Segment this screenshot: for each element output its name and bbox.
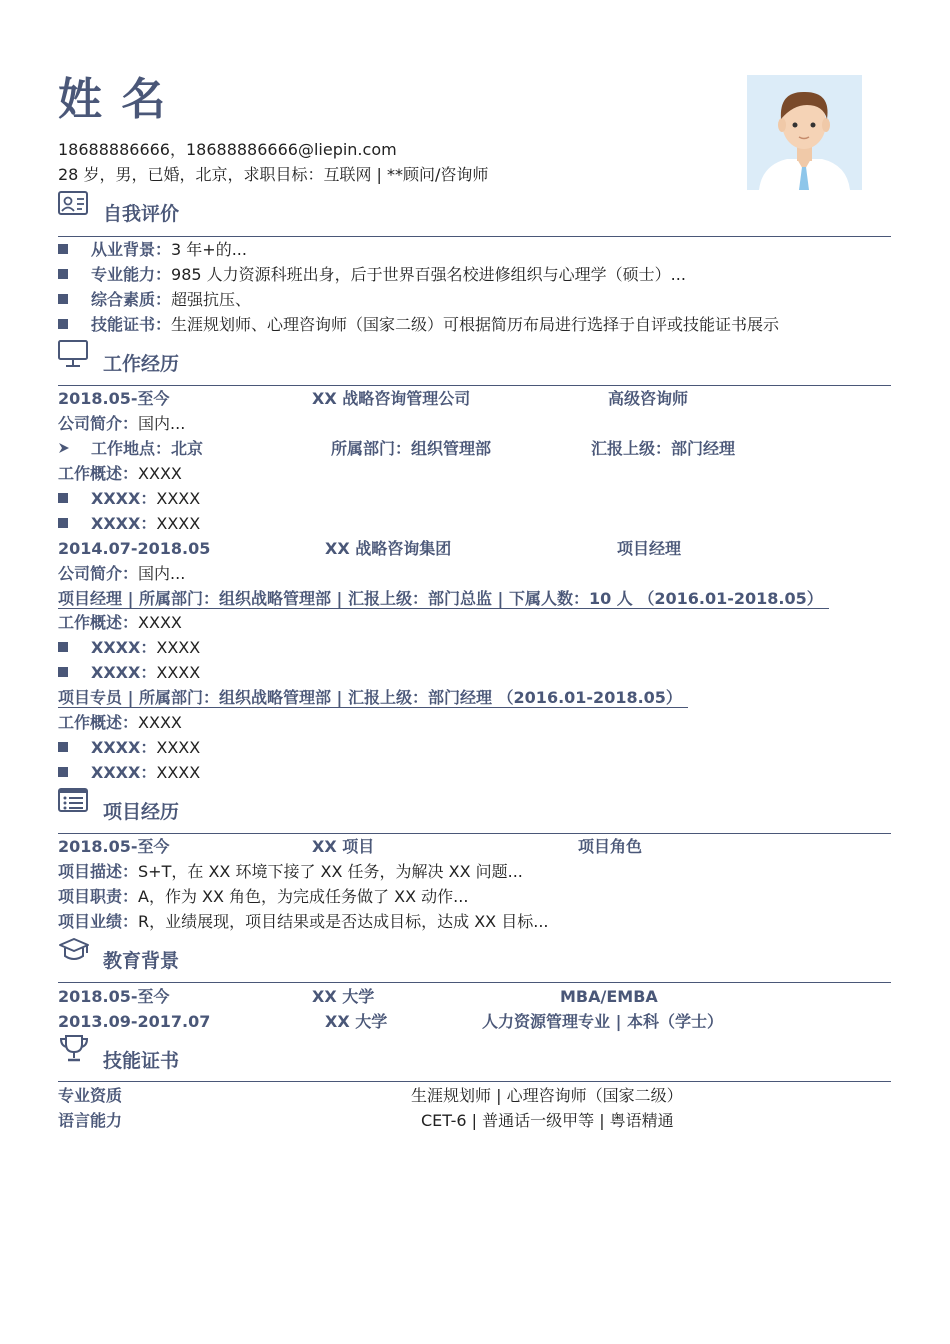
skill-label: 语言能力: [58, 1111, 123, 1130]
project-description: 项目描述：S+T，在 XX 环境下接了 XX 任务，为解决 XX 问题...: [58, 862, 523, 881]
section-title-education: 教育背景: [103, 950, 180, 972]
project-date: 2018.05-至今: [58, 837, 170, 856]
self-item: 从业背景：3 年+的...: [91, 240, 247, 259]
job-company: XX 战略咨询管理公司: [312, 389, 471, 408]
section-divider: [58, 833, 891, 834]
edu-degree: 人力资源管理专业 | 本科（学士）: [482, 1012, 723, 1031]
edu-school: XX 大学: [312, 987, 375, 1006]
candidate-name: 姓 名: [58, 74, 168, 125]
job-item: XXXX：XXXX: [91, 638, 201, 657]
bullet-icon: [58, 767, 68, 777]
job-summary: 工作概述：XXXX: [58, 713, 182, 732]
self-item: 专业能力：985 人力资源科班出身，后于世界百强名校进修组织与心理学（硕士）...: [91, 265, 686, 284]
job-report-to: 汇报上级：部门经理: [591, 439, 736, 458]
job-department: 所属部门：组织管理部: [331, 439, 492, 458]
company-intro: 公司简介：国内...: [58, 564, 186, 583]
section-divider: [58, 1081, 891, 1082]
job-location: 工作地点：北京: [91, 439, 204, 458]
project-result: 项目业绩：R，业绩展现，项目结果或是否达成目标，达成 XX 目标...: [58, 912, 549, 931]
section-divider: [58, 385, 891, 386]
edu-school: XX 大学: [325, 1012, 388, 1031]
skill-value: CET-6 | 普通话一级甲等 | 粤语精通: [421, 1111, 674, 1130]
contact-line: 18688886666，18688886666@liepin.com: [58, 140, 397, 159]
job-company: XX 战略咨询集团: [325, 539, 452, 558]
info-line: 28 岁，男，已婚，北京，求职目标：互联网 | **顾问/咨询师: [58, 165, 489, 184]
trophy-icon: [58, 1034, 90, 1064]
section-title-skills: 技能证书: [103, 1050, 180, 1072]
profile-card-icon: [58, 190, 90, 220]
project-role: 项目角色: [578, 837, 643, 856]
job-item: XXXX：XXXX: [91, 489, 201, 508]
skill-value: 生涯规划师 | 心理咨询师（国家二级）: [411, 1086, 683, 1105]
job-date: 2014.07-2018.05: [58, 539, 211, 558]
section-divider: [58, 982, 891, 983]
role-line: 项目专员 | 所属部门：组织战略管理部 | 汇报上级：部门经理 （2016.01-2018.05）: [58, 686, 688, 710]
self-item: 技能证书：生涯规划师、心理咨询师（国家二级）可根据简历布局进行选择于自评或技能证书展示: [91, 315, 780, 334]
job-title: 高级咨询师: [608, 389, 689, 408]
self-item: 综合素质：超强抗压、: [91, 290, 252, 309]
role-line: 项目经理 | 所属部门：组织战略管理部 | 汇报上级：部门总监 | 下属人数：10 人 （2016.01-2018.05）: [58, 587, 829, 611]
bullet-icon: [58, 269, 68, 279]
bullet-icon: [58, 493, 68, 503]
avatar-illustration: [747, 75, 862, 190]
bullet-icon: [58, 642, 68, 652]
bullet-icon: [58, 667, 68, 677]
project-duty: 项目职责：A，作为 XX 角色，为完成任务做了 XX 动作...: [58, 887, 469, 906]
job-item: XXXX：XXXX: [91, 763, 201, 782]
section-divider: [58, 236, 891, 237]
bullet-icon: [58, 294, 68, 304]
edu-date: 2018.05-至今: [58, 987, 170, 1006]
job-item: XXXX：XXXX: [91, 514, 201, 533]
project-name: XX 项目: [312, 837, 375, 856]
company-intro: 公司简介：国内...: [58, 414, 186, 433]
skill-label: 专业资质: [58, 1086, 123, 1105]
section-title-self: 自我评价: [103, 203, 180, 225]
section-title-work: 工作经历: [103, 353, 180, 375]
avatar: [747, 75, 862, 190]
job-item: XXXX：XXXX: [91, 663, 201, 682]
edu-date: 2013.09-2017.07: [58, 1012, 211, 1031]
job-summary: 工作概述：XXXX: [58, 613, 182, 632]
job-date: 2018.05-至今: [58, 389, 170, 408]
bullet-icon: [58, 518, 68, 528]
monitor-icon: [58, 339, 90, 369]
bullet-icon: [58, 319, 68, 329]
job-summary: 工作概述：XXXX: [58, 464, 182, 483]
job-title: 项目经理: [617, 539, 682, 558]
section-title-project: 项目经历: [103, 801, 180, 823]
list-window-icon: [58, 787, 90, 817]
arrow-bullet-icon: [58, 442, 70, 454]
edu-degree: MBA/EMBA: [560, 987, 658, 1006]
bullet-icon: [58, 244, 68, 254]
bullet-icon: [58, 742, 68, 752]
job-item: XXXX：XXXX: [91, 738, 201, 757]
graduation-cap-icon: [58, 936, 90, 966]
